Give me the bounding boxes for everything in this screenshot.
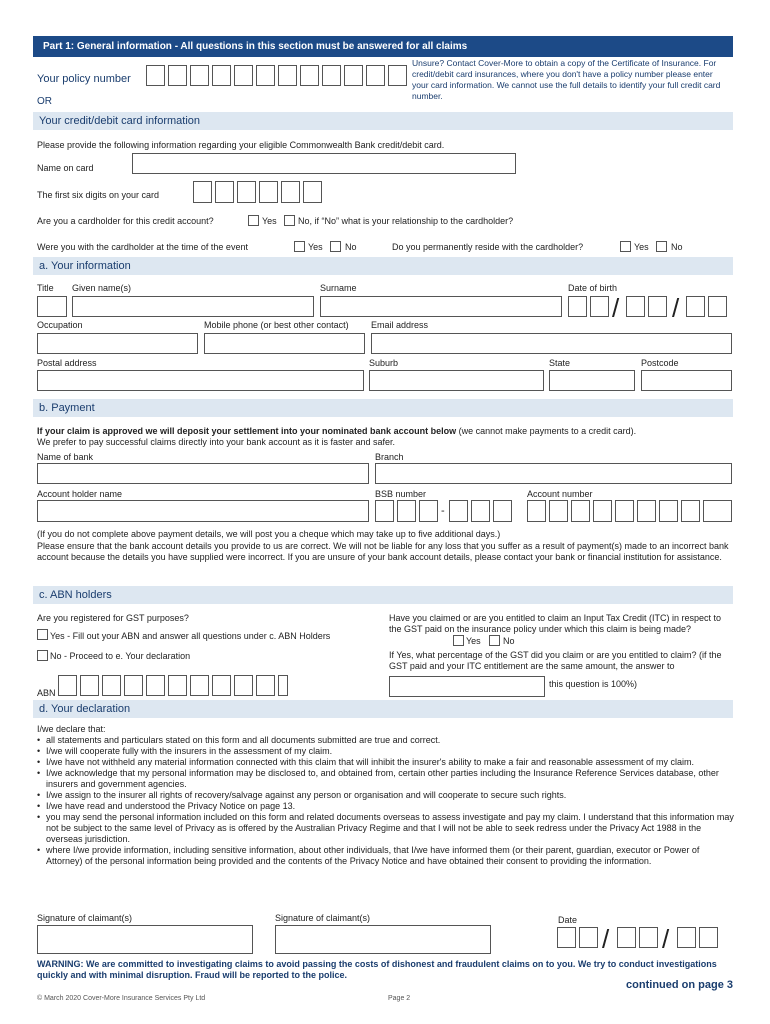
card-digit[interactable] bbox=[237, 181, 256, 203]
abn-digit[interactable] bbox=[256, 675, 275, 696]
state-input[interactable] bbox=[549, 370, 635, 391]
declaration-item: • where I/we provide information, including sensitive information, about other individuals, that I/we have informed them (or their parent, guardian, executor or Power of Attorney) of the personal information being provided and the contents of the Privacy Notice and have obtained their consent to providing the information. bbox=[37, 845, 737, 867]
with-yes-label: Yes bbox=[308, 242, 323, 252]
payment-intro bbox=[37, 426, 636, 436]
abn-digit[interactable] bbox=[190, 675, 209, 696]
gst-yes-checkbox[interactable] bbox=[37, 629, 48, 640]
section-title: Part 1: General information - All questions in this section must be answered for all claims bbox=[33, 36, 733, 57]
given-name-label: Given name(s) bbox=[72, 283, 132, 293]
name-on-card-input[interactable] bbox=[132, 153, 516, 174]
account-digit[interactable] bbox=[549, 500, 568, 522]
declaration-item: • I/we will cooperate fully with the insurers in the assessment of my claim. bbox=[37, 746, 737, 757]
declaration-item: • I/we acknowledge that my personal information may be disclosed to, and obtained from, certain other parties including the Insurance Reference Services database, other insurers and government agencies. bbox=[37, 768, 737, 790]
itc-no-label: No bbox=[503, 636, 515, 646]
policy-digit[interactable] bbox=[256, 65, 275, 86]
with-yes-checkbox[interactable] bbox=[294, 241, 305, 252]
abn-digit[interactable] bbox=[80, 675, 99, 696]
dob-year-digit[interactable] bbox=[686, 296, 705, 317]
card-intro: Please provide the following information regarding your eligible Commonwealth Bank credit/debit card. bbox=[37, 140, 445, 150]
itc-question: Have you claimed or are you entitled to claim an Input Tax Credit (ITC) in respect to the GST paid on the insurance policy under which this claim is being made? bbox=[389, 613, 721, 634]
date-day-digit[interactable] bbox=[557, 927, 576, 948]
abn-heading: c. ABN holders bbox=[33, 586, 733, 604]
account-number-label: Account number bbox=[527, 489, 593, 499]
declaration-heading: d. Your declaration bbox=[33, 700, 733, 718]
policy-digit[interactable] bbox=[212, 65, 231, 86]
reside-yes-checkbox[interactable] bbox=[620, 241, 631, 252]
signature-2-label: Signature of claimant(s) bbox=[275, 913, 371, 923]
account-digit[interactable] bbox=[527, 500, 546, 522]
signature-1-label: Signature of claimant(s) bbox=[37, 913, 133, 923]
title-label: Title bbox=[37, 283, 54, 293]
email-label: Email address bbox=[371, 320, 429, 330]
occupation-label: Occupation bbox=[37, 320, 83, 330]
date-day-digit[interactable] bbox=[579, 927, 598, 948]
mobile-input[interactable] bbox=[204, 333, 365, 354]
cardholder-no-label: No, if “No” what is your relationship to the cardholder? bbox=[298, 216, 514, 226]
dob-day-digit[interactable] bbox=[590, 296, 609, 317]
payment-intro-rest: (we cannot make payments to a credit card). bbox=[456, 426, 637, 436]
dob-day-digit[interactable] bbox=[568, 296, 587, 317]
continued-label: continued on page 3 bbox=[626, 979, 733, 991]
bank-warning: Please ensure that the bank account details you provide to us are correct. We will not be liable for any loss that you suffer as a result of payment(s) made to an incorrect bank account because the details you have supplied were incorrect. If you are unsure of your bank account details, please contact your bank or financial institution for assistance. bbox=[37, 541, 729, 562]
with-cardholder-question: Were you with the cardholder at the time of the event bbox=[37, 242, 248, 252]
abn-label: ABN bbox=[37, 688, 56, 698]
percentage-input[interactable] bbox=[389, 676, 545, 697]
date-year-digit[interactable] bbox=[677, 927, 696, 948]
with-no-label: No bbox=[345, 242, 357, 252]
given-name-input[interactable] bbox=[72, 296, 314, 317]
abn-digit[interactable] bbox=[234, 675, 253, 696]
abn-digit[interactable] bbox=[58, 675, 77, 696]
abn-digit[interactable] bbox=[102, 675, 121, 696]
gst-no-checkbox[interactable] bbox=[37, 650, 48, 661]
account-digit[interactable] bbox=[681, 500, 700, 522]
cardholder-yes-checkbox[interactable] bbox=[248, 215, 259, 226]
declaration-item: • I/we have not withheld any material information connected with this claim that will inhibit the insurer's ability to make a fair and reasonable assessment of my claim. bbox=[37, 757, 737, 768]
itc-yes-label: Yes bbox=[466, 636, 481, 646]
gst-question: Are you registered for GST purposes? bbox=[37, 613, 189, 623]
payment-prefer: We prefer to pay successful claims directly into your bank account as it is faster and safer. bbox=[37, 437, 395, 447]
policy-number-label: Your policy number bbox=[37, 73, 131, 85]
cardholder-question: Are you a cardholder for this credit account? bbox=[37, 216, 214, 226]
declaration-item: • I/we assign to the insurer all rights of recovery/salvage against any person or organisation and will cooperate to secure such rights. bbox=[37, 790, 737, 801]
surname-input[interactable] bbox=[320, 296, 562, 317]
holder-input[interactable] bbox=[37, 500, 369, 522]
bsb-dash: - bbox=[441, 505, 445, 517]
reside-no-checkbox[interactable] bbox=[656, 241, 667, 252]
card-digit[interactable] bbox=[281, 181, 300, 203]
abn-digit[interactable] bbox=[168, 675, 187, 696]
abn-digit[interactable] bbox=[124, 675, 143, 696]
policy-digit[interactable] bbox=[322, 65, 341, 86]
account-digit[interactable] bbox=[703, 500, 732, 522]
percentage-tail: this question is 100%) bbox=[549, 679, 638, 689]
date-slash: / bbox=[602, 924, 610, 954]
percentage-question: If Yes, what percentage of the GST did you claim or are you entitled to claim? (if the GST paid and your ITC entitlement are the same amount, the answer to bbox=[389, 650, 722, 671]
account-digit[interactable] bbox=[637, 500, 656, 522]
signature-1-input[interactable] bbox=[37, 925, 253, 954]
itc-no-checkbox[interactable] bbox=[489, 635, 500, 646]
title-input[interactable] bbox=[37, 296, 67, 317]
policy-digit[interactable] bbox=[366, 65, 385, 86]
card-digit[interactable] bbox=[303, 181, 322, 203]
account-digit[interactable] bbox=[571, 500, 590, 522]
fraud-warning: WARNING: We are committed to investigating claims to avoid passing the costs of dishonest and fraudulent claims on to you. We try to conduct investigations quickly and with minimal disruption. Fraud will be reported to the police. bbox=[37, 959, 717, 980]
date-month-digit[interactable] bbox=[617, 927, 636, 948]
dob-month-digit[interactable] bbox=[648, 296, 667, 317]
bsb-digit[interactable] bbox=[419, 500, 438, 522]
name-on-card-label: Name on card bbox=[37, 163, 94, 173]
policy-digit[interactable] bbox=[190, 65, 209, 86]
policy-digit[interactable] bbox=[278, 65, 297, 86]
bsb-label: BSB number bbox=[375, 489, 427, 499]
payment-intro-bold: If your claim is approved we will deposit your settlement into your nominated bank account below bbox=[37, 426, 457, 436]
card-digits-label: The first six digits on your card bbox=[37, 190, 160, 200]
email-input[interactable] bbox=[371, 333, 732, 354]
postal-input[interactable] bbox=[37, 370, 364, 391]
bsb-digit[interactable] bbox=[375, 500, 394, 522]
page-number: Page 2 bbox=[388, 995, 411, 1002]
declaration-item: • all statements and particulars stated on this form and all documents submitted are true and correct. bbox=[37, 735, 737, 746]
reside-yes-label: Yes bbox=[634, 242, 649, 252]
postcode-label: Postcode bbox=[641, 358, 679, 368]
bank-name-input[interactable] bbox=[37, 463, 369, 484]
reside-question: Do you permanently reside with the cardholder? bbox=[392, 242, 584, 252]
surname-label: Surname bbox=[320, 283, 357, 293]
account-digit[interactable] bbox=[615, 500, 634, 522]
cardholder-no-checkbox[interactable] bbox=[284, 215, 295, 226]
bsb-digit[interactable] bbox=[493, 500, 512, 522]
card-digit[interactable] bbox=[215, 181, 234, 203]
payment-heading: b. Payment bbox=[33, 399, 733, 417]
your-info-heading: a. Your information bbox=[33, 257, 733, 275]
mobile-label: Mobile phone (or best other contact) bbox=[204, 320, 349, 330]
branch-input[interactable] bbox=[375, 463, 732, 484]
card-section-heading: Your credit/debit card information bbox=[33, 112, 733, 130]
account-digit[interactable] bbox=[659, 500, 678, 522]
date-label: Date bbox=[558, 915, 578, 925]
cardholder-yes-label: Yes bbox=[262, 216, 277, 226]
suburb-label: Suburb bbox=[369, 358, 399, 368]
gst-yes-label: Yes - Fill out your ABN and answer all questions under c. ABN Holders bbox=[50, 631, 331, 641]
declaration-item: • you may send the personal information included on this form and related documents overseas to assess investigate and pay my claim. I understand that this information may not be subject to the same level of Privacy as is offered by the Australian Privacy Regime and that I will not be able to seek redress under the Privacy Act 1988 in the overseas jurisdiction. bbox=[37, 812, 737, 845]
with-no-checkbox[interactable] bbox=[330, 241, 341, 252]
declaration-intro: I/we declare that: bbox=[37, 724, 106, 734]
dob-slash: / bbox=[612, 293, 620, 323]
dob-slash: / bbox=[672, 293, 680, 323]
reside-no-label: No bbox=[671, 242, 683, 252]
branch-label: Branch bbox=[375, 452, 404, 462]
gst-no-label: No - Proceed to e. Your declaration bbox=[50, 651, 191, 661]
policy-note: Unsure? Contact Cover-More to obtain a copy of the Certificate of Insurance. For credit/debit card insurances, where you don't have a policy number please enter your card information. We cannot use the full details to identify your full credit card number. bbox=[412, 58, 721, 101]
date-year-digit[interactable] bbox=[699, 927, 718, 948]
policy-digit[interactable] bbox=[300, 65, 319, 86]
date-slash: / bbox=[662, 924, 670, 954]
card-digit[interactable] bbox=[259, 181, 278, 203]
bsb-digit[interactable] bbox=[397, 500, 416, 522]
or-label: OR bbox=[37, 96, 52, 107]
policy-digit[interactable] bbox=[168, 65, 187, 86]
state-label: State bbox=[549, 358, 571, 368]
dob-year-digit[interactable] bbox=[708, 296, 727, 317]
dob-month-digit[interactable] bbox=[626, 296, 645, 317]
declaration-item: • I/we have read and understood the Privacy Notice on page 13. bbox=[37, 801, 737, 812]
card-digit[interactable] bbox=[193, 181, 212, 203]
policy-digit[interactable] bbox=[388, 65, 407, 86]
copyright: © March 2020 Cover-More Insurance Services Pty Ltd bbox=[37, 995, 206, 1002]
declaration-list bbox=[37, 735, 737, 867]
policy-digit[interactable] bbox=[344, 65, 363, 86]
occupation-input[interactable] bbox=[37, 333, 198, 354]
holder-label: Account holder name bbox=[37, 489, 123, 499]
dob-label: Date of birth bbox=[568, 283, 618, 293]
suburb-input[interactable] bbox=[369, 370, 544, 391]
date-month-digit[interactable] bbox=[639, 927, 658, 948]
bsb-digit[interactable] bbox=[471, 500, 490, 522]
policy-digit[interactable] bbox=[234, 65, 253, 86]
policy-digit[interactable] bbox=[146, 65, 165, 86]
abn-digit[interactable] bbox=[212, 675, 231, 696]
postal-label: Postal address bbox=[37, 358, 97, 368]
itc-yes-checkbox[interactable] bbox=[453, 635, 464, 646]
signature-2-input[interactable] bbox=[275, 925, 491, 954]
abn-digit[interactable] bbox=[146, 675, 165, 696]
abn-digit[interactable] bbox=[278, 675, 288, 696]
postcode-input[interactable] bbox=[641, 370, 732, 391]
bank-name-label: Name of bank bbox=[37, 452, 94, 462]
account-digit[interactable] bbox=[593, 500, 612, 522]
bsb-digit[interactable] bbox=[449, 500, 468, 522]
cheque-note: (If you do not complete above payment details, we will post you a cheque which may take up to five additional days.) bbox=[37, 529, 501, 539]
